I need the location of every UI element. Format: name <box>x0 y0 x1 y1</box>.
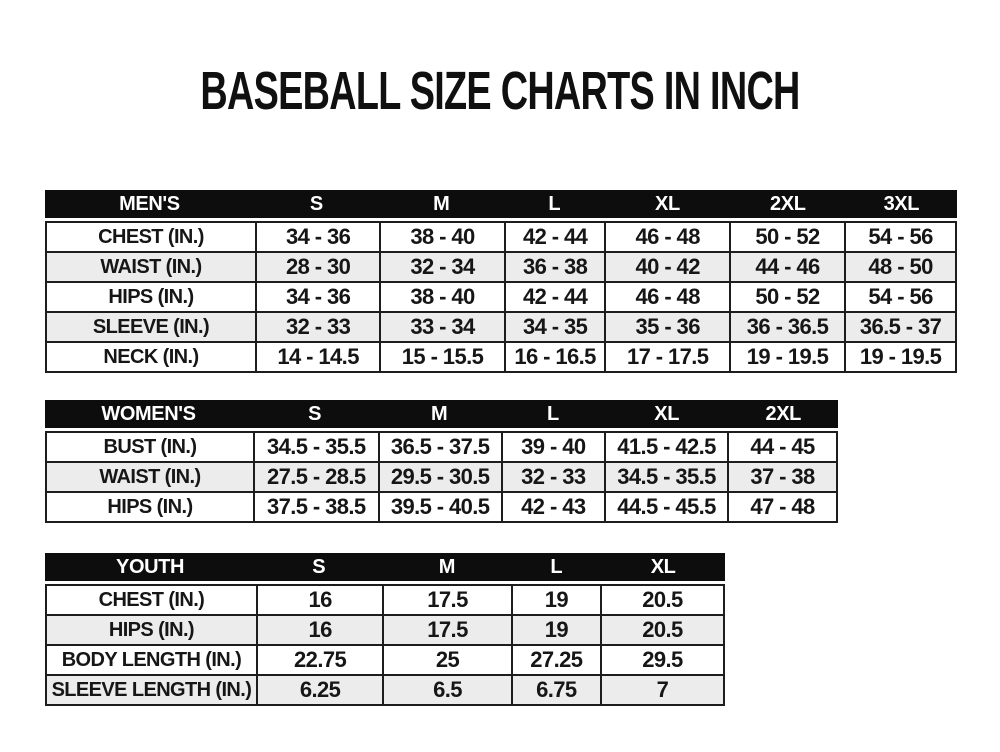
size-value: 42 - 44 <box>504 283 605 311</box>
size-value: 27.5 - 28.5 <box>253 463 378 491</box>
table-mens <box>45 190 957 373</box>
size-col-header: 3XL <box>883 192 920 215</box>
size-value: 29.5 - 30.5 <box>378 463 501 491</box>
row-label: CHEST (IN.) <box>98 225 204 248</box>
table-womens-body <box>45 431 838 523</box>
size-value: 37.5 - 38.5 <box>253 493 378 521</box>
row-label: SLEEVE LENGTH (IN.) <box>51 678 252 701</box>
size-value: 17.5 <box>382 586 510 614</box>
size-value: 46 - 48 <box>604 283 728 311</box>
size-value: 40 - 42 <box>604 253 728 281</box>
table-row <box>47 491 836 521</box>
size-value: 29.5 <box>600 646 723 674</box>
size-value: 34 - 36 <box>255 283 379 311</box>
size-value: 19 - 19.5 <box>729 343 844 371</box>
row-label: HIPS (IN.) <box>108 285 194 308</box>
table-row <box>47 461 836 491</box>
table-name: WOMEN'S <box>101 402 196 425</box>
size-col-header: XL <box>655 192 680 215</box>
table-youth-header <box>45 553 725 581</box>
table-row <box>47 586 723 614</box>
table-row <box>47 223 955 251</box>
size-value: 50 - 52 <box>729 283 844 311</box>
size-value: 33 - 34 <box>379 313 503 341</box>
row-label: BODY LENGTH (IN.) <box>61 648 242 671</box>
row-label: HIPS (IN.) <box>108 618 194 641</box>
size-value: 44.5 - 45.5 <box>604 493 727 521</box>
table-row <box>47 674 723 704</box>
size-value: 16 <box>256 586 382 614</box>
size-value: 17 - 17.5 <box>604 343 728 371</box>
table-row <box>47 251 955 281</box>
size-value: 22.75 <box>256 646 382 674</box>
table-womens <box>45 400 838 523</box>
table-row <box>47 433 836 461</box>
size-value: 17.5 <box>382 616 510 644</box>
size-value: 46 - 48 <box>604 223 728 251</box>
size-value: 36.5 - 37.5 <box>378 433 501 461</box>
size-value: 19 <box>511 586 600 614</box>
size-col-header: S <box>309 192 323 215</box>
size-col-header: L <box>550 555 563 578</box>
size-value: 41.5 - 42.5 <box>604 433 727 461</box>
size-value: 19 - 19.5 <box>844 343 955 371</box>
size-value: 19 <box>511 616 600 644</box>
size-value: 34.5 - 35.5 <box>253 433 378 461</box>
table-mens-header <box>45 190 957 218</box>
size-value: 32 - 33 <box>255 313 379 341</box>
table-name: YOUTH <box>116 555 185 578</box>
size-value: 16 <box>256 616 382 644</box>
table-row <box>47 644 723 674</box>
size-value: 6.75 <box>511 676 600 704</box>
size-col-header: XL <box>654 402 680 425</box>
size-value: 32 - 33 <box>501 463 604 491</box>
size-value: 20.5 <box>600 586 723 614</box>
row-label: BUST (IN.) <box>103 435 197 458</box>
size-value: 34 - 35 <box>504 313 605 341</box>
size-value: 34 - 36 <box>255 223 379 251</box>
size-col-header: M <box>430 402 448 425</box>
size-value: 36 - 36.5 <box>729 313 844 341</box>
size-col-header: S <box>308 402 322 425</box>
size-col-header: L <box>548 192 561 215</box>
size-col-header: XL <box>650 555 676 578</box>
size-value: 28 - 30 <box>255 253 379 281</box>
size-value: 7 <box>600 676 723 704</box>
size-value: 54 - 56 <box>844 223 955 251</box>
table-womens-header <box>45 400 838 428</box>
table-row <box>47 614 723 644</box>
size-value: 42 - 43 <box>501 493 604 521</box>
size-col-header: 2XL <box>770 192 806 215</box>
page-title <box>0 60 1000 122</box>
size-value: 44 - 45 <box>727 433 836 461</box>
size-value: 27.25 <box>511 646 600 674</box>
size-col-header: 2XL <box>765 402 801 425</box>
size-col-header: M <box>438 555 455 578</box>
size-value: 36 - 38 <box>504 253 605 281</box>
size-value: 42 - 44 <box>504 223 605 251</box>
row-label: WAIST (IN.) <box>100 255 202 278</box>
size-value: 16 - 16.5 <box>504 343 605 371</box>
table-row <box>47 281 955 311</box>
size-value: 54 - 56 <box>844 283 955 311</box>
size-value: 37 - 38 <box>727 463 836 491</box>
size-value: 44 - 46 <box>729 253 844 281</box>
size-value: 35 - 36 <box>604 313 728 341</box>
row-label: CHEST (IN.) <box>98 588 205 611</box>
size-value: 25 <box>382 646 510 674</box>
size-col-header: S <box>312 555 326 578</box>
row-label: SLEEVE (IN.) <box>92 315 210 338</box>
size-col-header: L <box>546 402 559 425</box>
page-title-text: BASEBALL SIZE CHARTS IN INCH <box>200 61 800 121</box>
size-value: 6.25 <box>256 676 382 704</box>
size-value: 32 - 34 <box>379 253 503 281</box>
table-row <box>47 311 955 341</box>
size-value: 50 - 52 <box>729 223 844 251</box>
size-value: 38 - 40 <box>379 223 503 251</box>
size-value: 20.5 <box>600 616 723 644</box>
size-value: 36.5 - 37 <box>844 313 955 341</box>
row-label: WAIST (IN.) <box>99 465 201 488</box>
size-col-header: M <box>433 192 450 215</box>
size-value: 47 - 48 <box>727 493 836 521</box>
size-value: 15 - 15.5 <box>379 343 503 371</box>
table-name: MEN'S <box>119 192 180 215</box>
table-youth-body <box>45 584 725 706</box>
size-value: 48 - 50 <box>844 253 955 281</box>
size-value: 39.5 - 40.5 <box>378 493 501 521</box>
table-mens-body <box>45 221 957 373</box>
size-value: 6.5 <box>382 676 510 704</box>
table-youth <box>45 553 725 706</box>
size-value: 39 - 40 <box>501 433 604 461</box>
row-label: HIPS (IN.) <box>107 495 193 518</box>
size-value: 38 - 40 <box>379 283 503 311</box>
size-value: 34.5 - 35.5 <box>604 463 727 491</box>
row-label: NECK (IN.) <box>103 345 199 368</box>
size-value: 14 - 14.5 <box>255 343 379 371</box>
table-row <box>47 341 955 371</box>
